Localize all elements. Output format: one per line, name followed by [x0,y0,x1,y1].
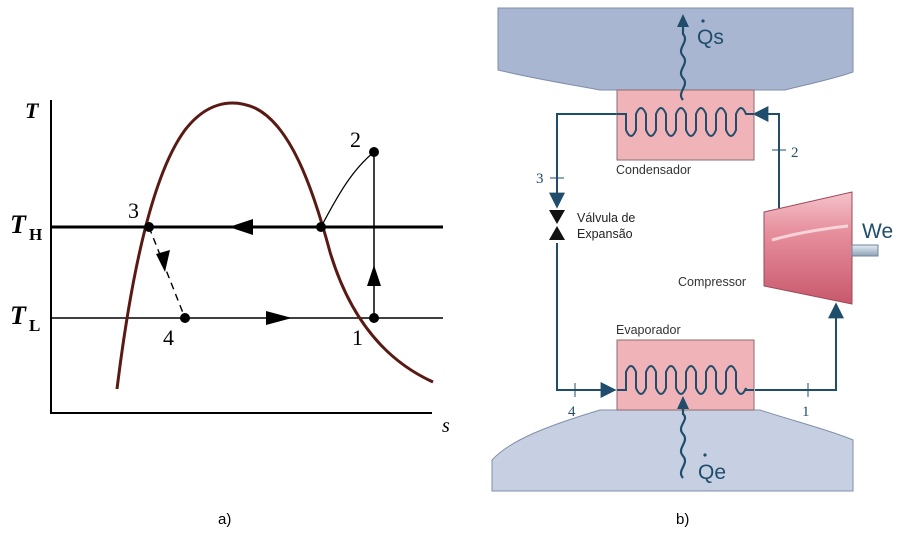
label-point-3: 3 [128,198,139,223]
arrow-left-th [229,219,253,235]
state-point-4 [180,313,190,323]
pipe-compressor-to-condenser [754,114,779,208]
process-3-4 [149,227,185,318]
pipe-condenser-to-valve [557,114,617,207]
condenser-label: Condensador [616,163,692,177]
hot-reservoir [498,8,853,90]
state-point-3 [144,222,154,232]
compressor-label: Compressor [678,275,747,289]
qs-dot [701,19,704,22]
state-point-2 [369,147,379,157]
state-label-3: 3 [536,171,544,187]
tl-label: T [10,301,26,330]
label-point-4: 4 [163,325,174,350]
work-label: We [862,220,894,243]
compressor-body [764,192,852,304]
heat-rejected-label: Qs [697,26,724,49]
state-label-4: 4 [568,404,576,420]
caption-b: b) [676,511,690,528]
pipe-evaporator-to-compressor [755,304,836,390]
arrow-right-tl [266,311,292,325]
label-point-2: 2 [350,127,361,152]
th-subscript: H [29,225,43,244]
state-label-2: 2 [791,145,799,161]
compressor-shaft [852,245,878,256]
expansion-valve-icon [549,210,565,240]
label-point-1: 1 [352,325,363,350]
arrow-3-4 [156,250,170,272]
ts-diagram [10,98,450,528]
heat-absorbed-label: Qe [698,461,727,484]
arrow-up-1-2 [367,265,381,286]
caption-a: a) [218,511,232,528]
process-2-desuperheat [321,152,374,227]
state-point-sat-vapor [316,222,326,232]
tl-subscript: L [29,316,41,335]
cold-reservoir [492,410,853,491]
state-point-1 [369,313,379,323]
state-label-1: 1 [802,404,810,420]
pipe-valve-to-evaporator [557,243,615,390]
refrigeration-schematic [492,8,893,528]
valve-label-line2: Expansão [577,227,633,241]
s-axis-label: s [442,415,450,437]
qe-dot [703,453,706,456]
valve-label-line1: Válvula de [577,211,636,225]
evaporator-label: Evaporador [616,323,681,337]
t-axis-label: T [25,98,39,123]
th-label: T [10,210,26,239]
